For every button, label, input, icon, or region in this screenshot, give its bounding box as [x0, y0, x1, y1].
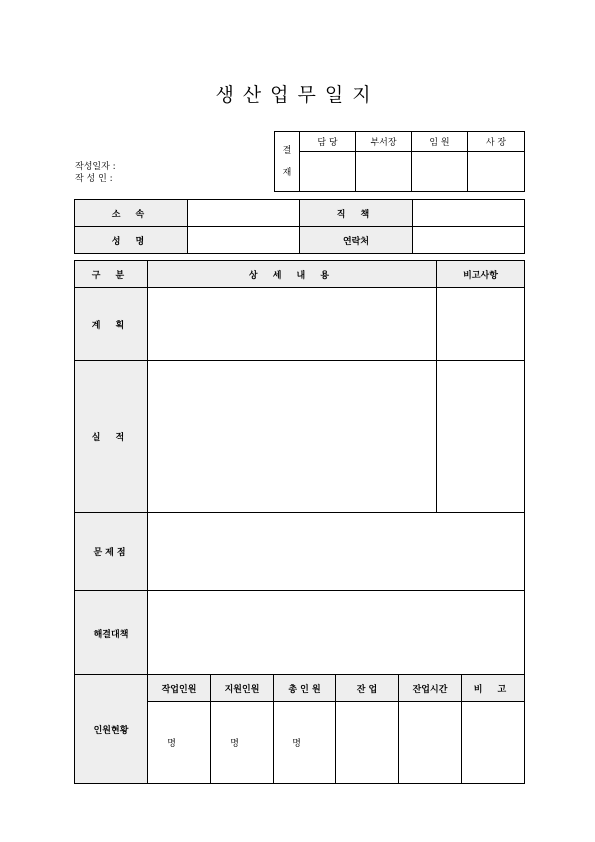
- approval-role-dept-head: 부서장: [356, 132, 412, 152]
- name-field[interactable]: [188, 227, 300, 254]
- result-label: 실 적: [75, 361, 148, 513]
- plan-remarks-field[interactable]: [437, 288, 525, 361]
- date-label: 작성일자 :: [75, 162, 116, 172]
- log-table: [74, 260, 525, 676]
- workers-field[interactable]: [148, 702, 211, 784]
- result-detail-field[interactable]: [148, 361, 437, 513]
- approval-sign-executive[interactable]: [412, 152, 468, 192]
- approval-role-president: 사 장: [468, 132, 525, 152]
- approval-side-label: [275, 132, 300, 192]
- plan-label: 계 획: [75, 288, 148, 361]
- position-field[interactable]: [413, 200, 525, 227]
- approval-label-bottom: 재: [282, 167, 292, 178]
- total-header: 총 인 원: [274, 675, 336, 702]
- total-field[interactable]: [274, 702, 336, 784]
- affiliation-label: 소 속: [75, 200, 188, 227]
- staff-table: [74, 674, 525, 784]
- workers-header: 작업인원: [148, 675, 211, 702]
- plan-detail-field[interactable]: [148, 288, 437, 361]
- approval-label-top: 결: [282, 145, 292, 156]
- problem-label: 문제점: [75, 513, 148, 591]
- overtime-field[interactable]: [336, 702, 399, 784]
- result-remarks-field[interactable]: [437, 361, 525, 513]
- affiliation-field[interactable]: [188, 200, 300, 227]
- total-unit: 명: [292, 739, 301, 749]
- contact-label: 연락처: [300, 227, 413, 254]
- staff-label: 인원현황: [75, 675, 148, 784]
- support-field[interactable]: [211, 702, 274, 784]
- approval-role-staff: 담 당: [300, 132, 356, 152]
- overtime-header: 잔 업: [336, 675, 399, 702]
- remarks-header: 비고사항: [437, 261, 525, 288]
- staff-remarks-field[interactable]: [462, 702, 525, 784]
- approval-role-executive: 임 원: [412, 132, 468, 152]
- approval-sign-dept-head[interactable]: [356, 152, 412, 192]
- name-label: 성 명: [75, 227, 188, 254]
- solution-label: 해결대책: [75, 591, 148, 676]
- category-header: 구 분: [75, 261, 148, 288]
- staff-remarks-header: 비 고: [462, 675, 525, 702]
- position-label: 직 책: [300, 200, 413, 227]
- detail-header: 상 세 내 용: [148, 261, 437, 288]
- approval-sign-president[interactable]: [468, 152, 525, 192]
- solution-field[interactable]: [148, 591, 525, 676]
- support-header: 지원인원: [211, 675, 274, 702]
- approval-sign-staff[interactable]: [300, 152, 356, 192]
- info-table: [74, 199, 525, 254]
- workers-unit: 명: [167, 739, 176, 749]
- page-title: 생산업무일지: [215, 84, 380, 106]
- support-unit: 명: [230, 739, 239, 749]
- problem-field[interactable]: [148, 513, 525, 591]
- contact-field[interactable]: [413, 227, 525, 254]
- overtime-hours-header: 잔업시간: [399, 675, 462, 702]
- overtime-hours-field[interactable]: [399, 702, 462, 784]
- approval-table: [274, 131, 525, 192]
- author-label: 작 성 인 :: [75, 174, 113, 184]
